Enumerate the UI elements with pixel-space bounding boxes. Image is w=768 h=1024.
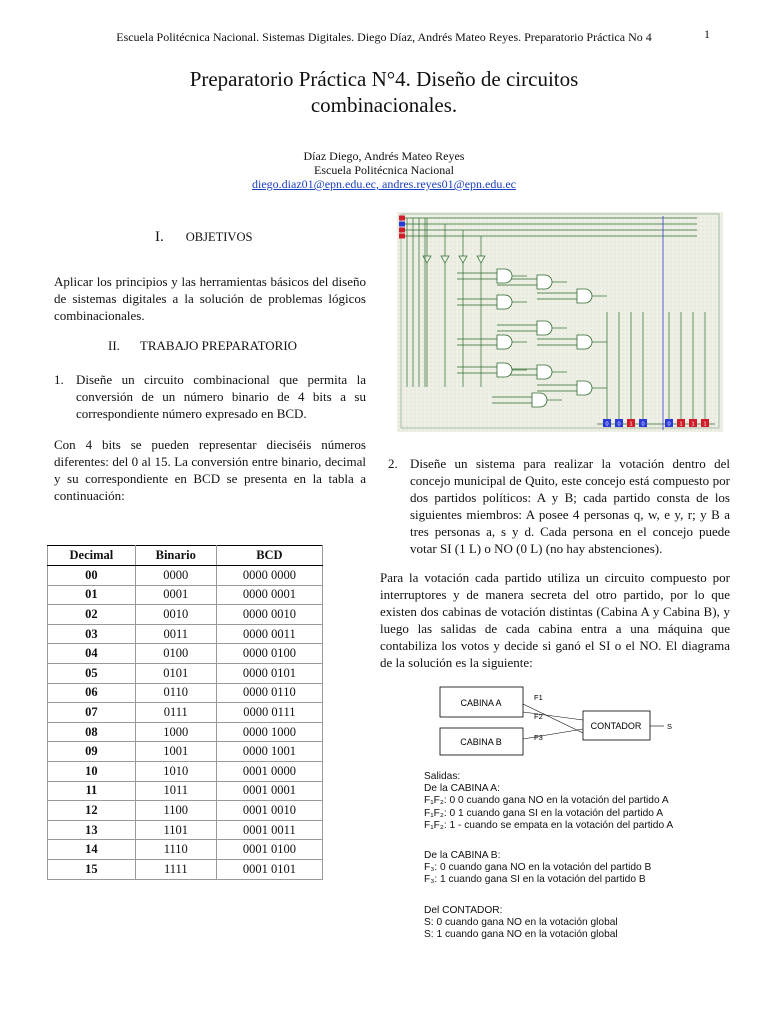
table-row	[48, 722, 323, 742]
outputs-title: Salidas:	[424, 771, 461, 782]
binary-cell: 0011	[135, 624, 216, 644]
cabina-a-output-2: F₁F₂: 0 1 cuando gana SI en la votación del partido A	[424, 807, 664, 819]
conversion-paragraph: Con 4 bits se pueden representar dieciséis números diferentes: del 0 al 15. La conversión entre binario, decimal y su correspondiente en BCD se presenta en la tabla a continuación:	[54, 437, 366, 503]
output-probe-value: 0	[605, 421, 609, 428]
decimal-cell: 06	[48, 683, 136, 703]
decimal-cell: 08	[48, 722, 136, 742]
binary-cell: 1110	[135, 840, 216, 860]
logic-gate	[497, 269, 512, 283]
title-line-1: Preparatorio Práctica N°4. Diseño de circuitos	[189, 67, 579, 91]
binary-cell: 0010	[135, 605, 216, 625]
table-row	[48, 605, 323, 625]
cabina-a-label: CABINA A	[460, 698, 502, 708]
contador-heading: Del CONTADOR:	[424, 904, 503, 916]
cabina-b-output-1: F₃: 0 cuando gana NO en la votación del partido B	[424, 862, 652, 874]
page-number: 1	[704, 27, 710, 41]
table-row	[48, 624, 323, 644]
binary-cell: 1101	[135, 820, 216, 840]
bcd-cell: 0001 0100	[216, 840, 322, 860]
decimal-cell: 13	[48, 820, 136, 840]
decimal-cell: 03	[48, 624, 136, 644]
s-label: S	[667, 722, 673, 731]
output-probe-value: 1	[629, 421, 633, 428]
binary-cell: 0101	[135, 663, 216, 683]
outputs-legend	[424, 771, 673, 941]
decimal-cell: 02	[48, 605, 136, 625]
bcd-cell: 0001 0000	[216, 761, 322, 781]
binary-cell: 1011	[135, 781, 216, 801]
section-heading-trabajo	[108, 338, 297, 354]
f3-label: F3	[534, 733, 543, 742]
logic-circuit-schematic	[397, 212, 723, 432]
table-row	[48, 820, 323, 840]
binary-cell: 1001	[135, 742, 216, 762]
bcd-cell: 0000 1001	[216, 742, 322, 762]
table-row	[48, 742, 323, 762]
decimal-cell: 04	[48, 644, 136, 664]
table-row	[48, 703, 323, 723]
bcd-cell: 0000 1000	[216, 722, 322, 742]
input-probe	[399, 228, 405, 233]
table-row	[48, 859, 323, 879]
decimal-cell: 05	[48, 663, 136, 683]
bcd-cell: 0000 0011	[216, 624, 322, 644]
author-affiliation: Escuela Politécnica Nacional	[314, 163, 454, 177]
bcd-cell: 0001 0010	[216, 801, 322, 821]
output-probe-value: 1	[679, 421, 683, 428]
table-row	[48, 761, 323, 781]
cabina-a-output-3: F₁F₂: 1 - cuando se empata en la votación del partido A	[424, 819, 674, 831]
bcd-cell: 0000 0001	[216, 585, 322, 605]
list-item-text: Diseñe un circuito combinacional que permita la conversión de un número binario de 4 bits a su correspondiente número expresado en BCD.	[76, 372, 366, 421]
objectives-paragraph: Aplicar los principios y las herramientas básicos del diseño de sistemas digitales a la solución de problemas lógicos combinacionales.	[54, 274, 366, 323]
binary-cell: 0100	[135, 644, 216, 664]
output-probe-value: 0	[641, 421, 645, 428]
decimal-cell: 11	[48, 781, 136, 801]
bcd-cell: 0000 0101	[216, 663, 322, 683]
contador-output-1: S: 0 cuando gana NO en la votación global	[424, 916, 618, 928]
author-emails-link[interactable]: diego.diaz01@epn.edu.ec, andres.reyes01@epn.edu.ec	[252, 177, 516, 191]
author-block	[84, 149, 684, 191]
list-item-text: Diseñe un sistema para realizar la votación dentro del concejo municipal de Quito, este concejo está compuesto por dos partidos políticos: A y B; cada partido consta de los siguientes miembros: A posee 4 personas q, w, e y, r; y B a tres personas a, s y d. Cada persona en el concejo puede votar SI (1 L) o NO (0 L) (no hay abstenciones).	[410, 456, 730, 556]
author-names: Díaz Diego, Andrés Mateo Reyes	[303, 149, 465, 163]
output-probe-value: 1	[703, 421, 707, 428]
logic-gate	[497, 295, 512, 309]
logic-gate	[537, 275, 552, 289]
bcd-cell: 0000 0110	[216, 683, 322, 703]
section-heading-objetivos	[155, 229, 252, 246]
decimal-cell: 15	[48, 859, 136, 879]
bcd-conversion-table	[47, 545, 323, 880]
table-body	[48, 566, 323, 880]
voting-paragraph: Para la votación cada partido utiliza un circuito compuesto por interruptores y de manera secreta del otro partido, por lo que existen dos cabinas de votación distintas (Cabina A y Cabina B), y luego las salidas de cada cabina entra a una máquina que contabiliza los votos y decide si ganó el SI o el NO. El diagrama de la solución es la siguiente:	[380, 570, 730, 670]
bcd-cell: 0001 0011	[216, 820, 322, 840]
logic-gate	[577, 289, 592, 303]
binary-cell: 0001	[135, 585, 216, 605]
title-line-2: combinacionales.	[310, 93, 458, 117]
binary-cell: 1010	[135, 761, 216, 781]
list-item-1	[54, 371, 366, 422]
section-title: TRABAJO PREPARATORIO	[139, 338, 298, 353]
bcd-cell: 0001 0101	[216, 859, 322, 879]
logic-gate	[497, 335, 512, 349]
binary-cell: 1111	[135, 859, 216, 879]
schematic-grid-background	[397, 212, 723, 432]
table-header-cell: Binario	[135, 546, 216, 566]
decimal-cell: 00	[48, 566, 136, 586]
output-probe-value: 0	[617, 421, 621, 428]
decimal-cell: 09	[48, 742, 136, 762]
decimal-cell: 12	[48, 801, 136, 821]
binary-cell: 1100	[135, 801, 216, 821]
bcd-cell: 0000 0010	[216, 605, 322, 625]
table-row	[48, 585, 323, 605]
bcd-cell: 0000 0111	[216, 703, 322, 723]
table-row	[48, 663, 323, 683]
running-header: Escuela Politécnica Nacional. Sistemas Digitales. Diego Díaz, Andrés Mateo Reyes. Preparatorio Práctica No 4	[116, 30, 652, 44]
logic-gate	[497, 363, 512, 377]
f2-label: F2	[534, 712, 543, 721]
table-row	[48, 781, 323, 801]
binary-cell: 0110	[135, 683, 216, 703]
paper-title	[84, 66, 684, 118]
f1-label: F1	[534, 693, 543, 702]
logic-gate	[532, 393, 547, 407]
table-row	[48, 644, 323, 664]
input-probe	[399, 234, 405, 239]
table-header-cell: BCD	[216, 546, 322, 566]
table-row	[48, 801, 323, 821]
section-number: II.	[108, 338, 120, 353]
cabina-b-output-2: F₃: 1 cuando gana SI en la votación del partido B	[424, 874, 646, 886]
logic-gate	[537, 321, 552, 335]
binary-cell: 0111	[135, 703, 216, 723]
decimal-cell: 01	[48, 585, 136, 605]
table-row	[48, 683, 323, 703]
cabina-b-label: CABINA B	[460, 737, 502, 747]
input-probe	[399, 222, 405, 227]
contador-label: CONTADOR	[590, 721, 642, 731]
table-header-cell: Decimal	[48, 546, 136, 566]
decimal-cell: 14	[48, 840, 136, 860]
cabina-a-output-1: F₁F₂: 0 0 cuando gana NO en la votación del partido A	[424, 795, 669, 807]
table-row	[48, 566, 323, 586]
table-header-row	[48, 546, 323, 566]
cabina-b-heading: De la CABINA B:	[424, 850, 501, 862]
bcd-cell: 0000 0100	[216, 644, 322, 664]
binary-cell: 0000	[135, 566, 216, 586]
voting-block-diagram	[426, 684, 706, 764]
bcd-cell: 0001 0001	[216, 781, 322, 801]
table-row	[48, 840, 323, 860]
output-probe-value: 0	[667, 421, 671, 428]
list-item-number: 1.	[54, 372, 64, 387]
cabina-a-heading: De la CABINA A:	[424, 783, 500, 795]
bcd-cell: 0000 0000	[216, 566, 322, 586]
logic-gate	[577, 335, 592, 349]
input-probe	[399, 216, 405, 221]
output-probe-value: 1	[691, 421, 695, 428]
section-number: I.	[155, 229, 164, 245]
logic-gate	[537, 365, 552, 379]
contador-output-2: S: 1 cuando gana NO en la votación global	[424, 929, 618, 941]
list-item-2	[388, 455, 730, 557]
decimal-cell: 07	[48, 703, 136, 723]
list-item-number: 2.	[388, 456, 398, 471]
binary-cell: 1000	[135, 722, 216, 742]
decimal-cell: 10	[48, 761, 136, 781]
logic-gate	[577, 381, 592, 395]
section-title: OBJETIVOS	[185, 230, 253, 244]
